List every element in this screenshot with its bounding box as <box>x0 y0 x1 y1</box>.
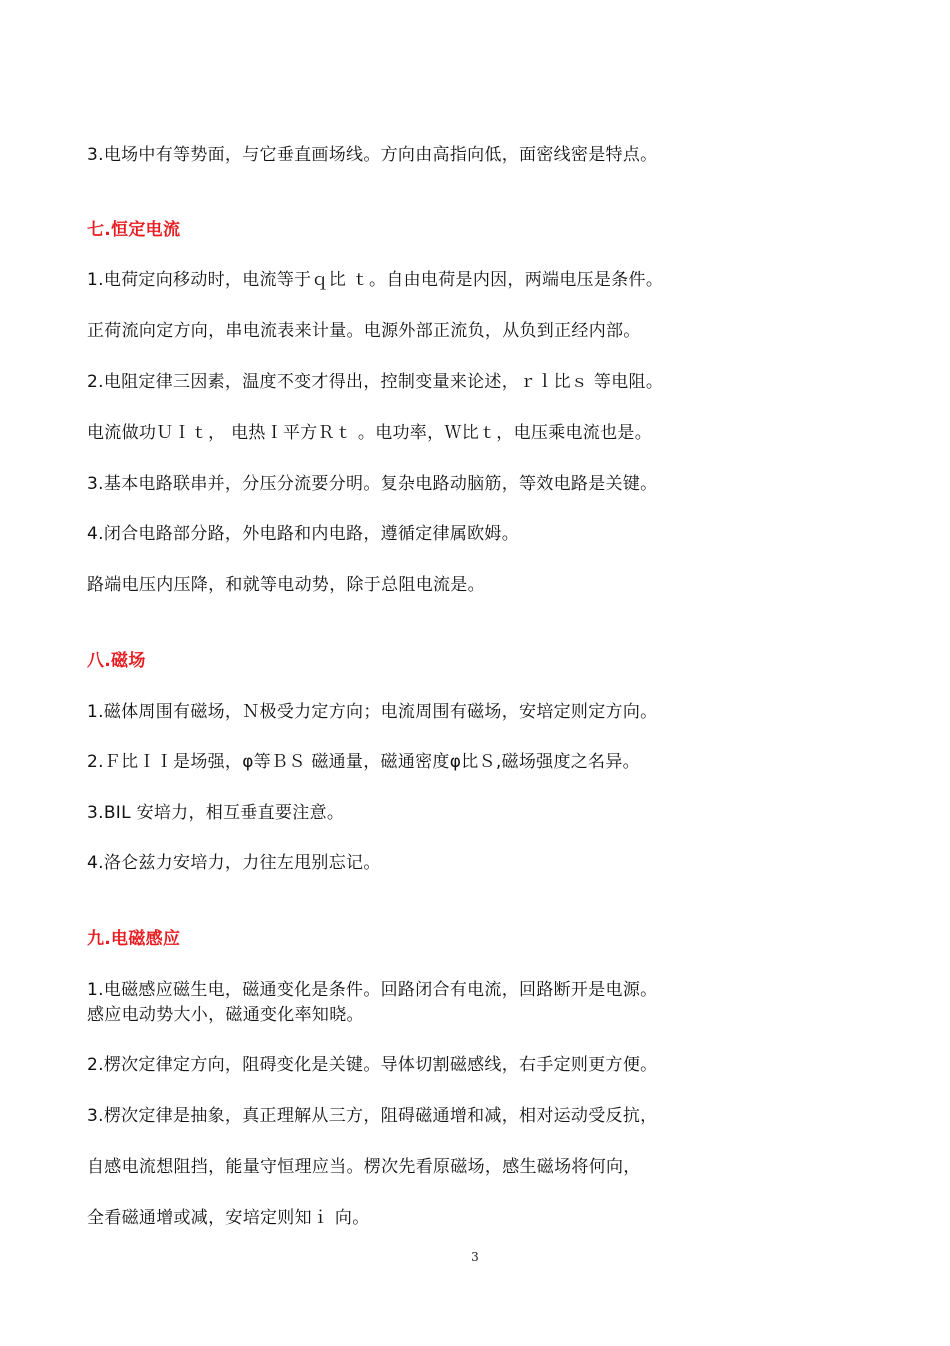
section-heading: 八.磁场 <box>87 651 146 671</box>
text-line: 自感电流想阻挡，能量守恒理应当。楞次先看原磁场，感生磁场将何向， <box>87 1157 641 1177</box>
text-line: 3.楞次定律是抽象，真正理解从三方，阻碍磁通增和减，相对运动受反抗， <box>87 1106 658 1126</box>
section-heading: 九.电磁感应 <box>87 929 181 949</box>
text-line: 2.楞次定律定方向，阻碍变化是关键。导体切割磁感线，右手定则更方便。 <box>87 1055 658 1075</box>
text-line: 2.电阻定律三因素，温度不变才得出，控制变量来论述，ｒｌ比ｓ 等电阻。 <box>87 372 664 392</box>
text-line: 感应电动势大小，磁通变化率知晓。 <box>87 1005 364 1025</box>
text-line: 4.闭合电路部分路，外电路和内电路，遵循定律属欧姆。 <box>87 524 520 544</box>
text-line: 1.磁体周围有磁场，Ｎ极受力定方向；电流周围有磁场，安培定则定方向。 <box>87 702 658 722</box>
text-line: 2.Ｆ比ＩＩ是场强，φ等ＢＳ 磁通量，磁通密度φ比Ｓ,磁场强度之名异。 <box>87 752 640 772</box>
page-number: 3 <box>471 1250 479 1264</box>
text-line: 1.电荷定向移动时，电流等于ｑ比 ｔ。自由电荷是内因，两端电压是条件。 <box>87 270 664 290</box>
text-line: 路端电压内压降，和就等电动势，除于总阻电流是。 <box>87 575 485 595</box>
text-line: 3.BIL 安培力，相互垂直要注意。 <box>87 803 345 823</box>
text-line: 1.电磁感应磁生电，磁通变化是条件。回路闭合有电流，回路断开是电源。 <box>87 980 658 1000</box>
text-line: 3.电场中有等势面，与它垂直画场线。方向由高指向低，面密线密是特点。 <box>87 145 658 165</box>
text-line: 3.基本电路联串并，分压分流要分明。复杂电路动脑筋，等效电路是关键。 <box>87 474 658 494</box>
text-line: 正荷流向定方向，串电流表来计量。电源外部正流负，从负到正经内部。 <box>87 321 641 341</box>
text-line: 4.洛仑兹力安培力，力往左甩别忘记。 <box>87 853 381 873</box>
text-line: 全看磁通增或减，安培定则知ｉ 向。 <box>87 1208 370 1228</box>
text-line: 电流做功ＵＩｔ， 电热Ｉ平方Ｒｔ 。电功率，Ｗ比ｔ，电压乘电流也是。 <box>87 423 653 443</box>
section-heading: 七.恒定电流 <box>87 220 181 240</box>
